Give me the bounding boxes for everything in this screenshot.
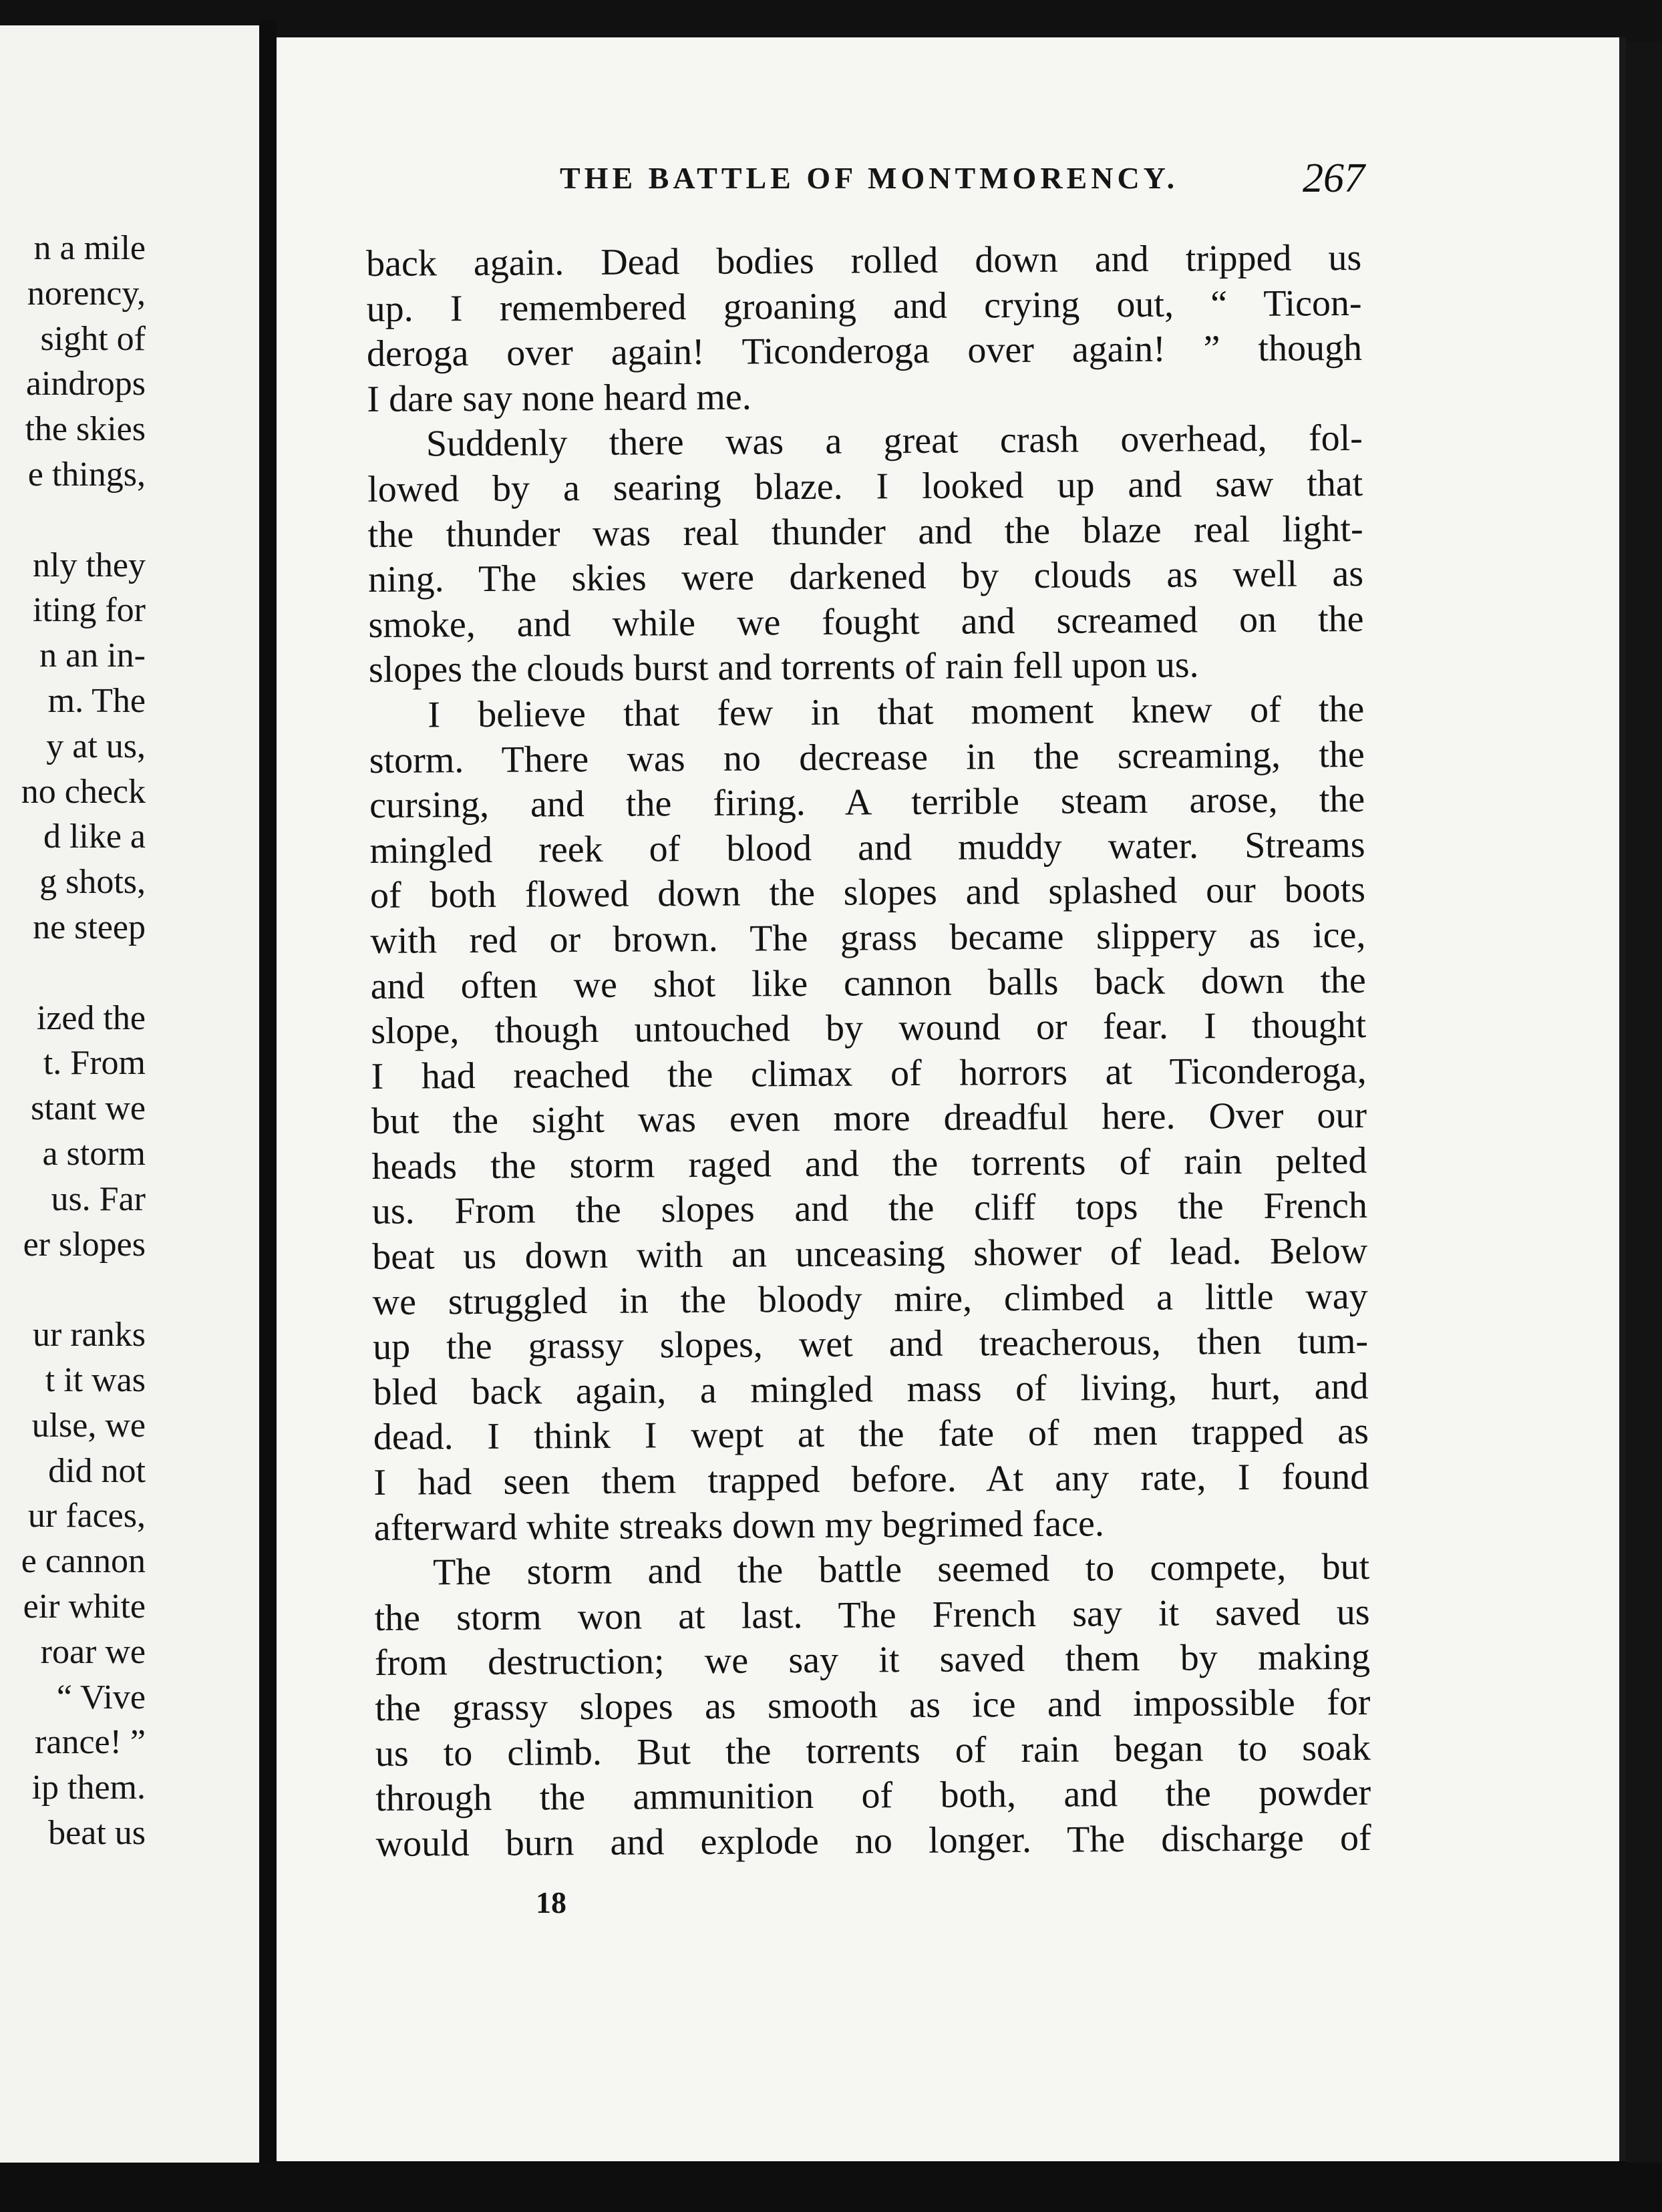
signature-mark: 18	[536, 1885, 566, 1919]
left-fragment-line: ized the	[36, 998, 146, 1037]
left-fragment-line	[0, 950, 146, 996]
left-fragment-line: t. From	[43, 1044, 146, 1083]
left-fragment-line: “ Vive	[56, 1678, 146, 1716]
left-fragment-line: ur faces,	[27, 1497, 146, 1535]
left-fragment-line: n a mile	[33, 229, 146, 267]
left-fragment-line: no check	[21, 772, 146, 811]
left-fragment-line: d like a	[43, 817, 146, 856]
text-line: but the sight was even more dreadful here. Over our	[371, 1095, 1367, 1143]
text-line: ning. The skies were darkened by clouds as well as	[367, 553, 1364, 601]
text-line: I had reached the climax of horrors at Ticonderoga,	[371, 1049, 1367, 1097]
text-line: us. From the slopes and the cliff tops the French	[371, 1185, 1368, 1233]
text-line: mingled reek of blood and muddy water. Streams	[369, 823, 1365, 872]
left-fragment-line: did not	[48, 1451, 146, 1490]
text-line: the grassy slopes as smooth as ice and impossible for	[375, 1681, 1371, 1729]
text-line: afterward white streaks down my begrimed face.	[373, 1502, 1105, 1549]
text-line: I believe that few in that moment knew of the	[428, 688, 1365, 736]
text-line: slope, though untouched by wound or fear. I thought	[371, 1004, 1367, 1053]
text-line: dead. I think I wept at the fate of men trapped as	[373, 1411, 1369, 1459]
left-fragment-line: norency,	[27, 274, 146, 313]
text-line: we struggled in the bloody mire, climbed a little way	[372, 1275, 1368, 1323]
text-line: slopes the clouds burst and torrents of rain fell upon us.	[368, 644, 1199, 691]
body-text	[366, 236, 1371, 1867]
left-fragment-line: ne steep	[33, 908, 146, 946]
left-fragment-line: iting for	[33, 591, 146, 630]
left-fragment-line: sight of	[40, 319, 146, 358]
text-line: The storm and the battle seemed to compete, but	[432, 1546, 1370, 1594]
left-fragment-line: ulse, we	[31, 1406, 146, 1445]
text-line: deroga over again! Ticonderoga over again! ” though	[366, 327, 1363, 375]
left-fragment-line: the skies	[25, 410, 146, 449]
left-fragment-line: a storm	[42, 1134, 146, 1173]
scan-right-border	[1626, 41, 1662, 2212]
text-line: beat us down with an unceasing shower of lead. Below	[372, 1230, 1368, 1278]
left-fragment-line: ur ranks	[33, 1316, 146, 1354]
left-fragment-line: er slopes	[23, 1225, 146, 1264]
left-fragment-line	[0, 1267, 146, 1312]
text-line: us to climb. But the torrents of rain began to soak	[375, 1726, 1371, 1775]
text-line: of both flowed down the slopes and splashed our boots	[369, 869, 1366, 917]
left-fragment-line: eir white	[23, 1587, 146, 1626]
text-line: smoke, and while we fought and screamed on the	[368, 598, 1364, 646]
left-fragment-line: e things,	[27, 455, 146, 494]
book-gutter	[259, 20, 277, 2184]
left-fragment-line: n an in-	[39, 636, 146, 675]
text-line: the thunder was real thunder and the blaze real light-	[367, 508, 1363, 556]
left-page-fragment-column	[0, 226, 146, 1856]
left-fragment-line: nly they	[33, 546, 146, 584]
page-number: 267	[1303, 156, 1365, 201]
running-head: THE BATTLE OF MONTMORENCY.	[560, 161, 1179, 195]
text-line: I had seen them trapped before. At any rate, I found	[373, 1455, 1369, 1503]
text-line: up the grassy slopes, wet and treacherous, then tum-	[372, 1320, 1369, 1368]
text-line: storm. There was no decrease in the screaming, the	[369, 733, 1365, 781]
left-fragment-line: beat us	[48, 1813, 146, 1852]
text-line: lowed by a searing blaze. I looked up and saw that	[367, 462, 1363, 510]
left-fragment-line	[0, 498, 146, 543]
text-line: would burn and explode no longer. The discharge of	[375, 1817, 1371, 1865]
text-line: from destruction; we say it saved them by making	[374, 1636, 1371, 1684]
text-line: through the ammunition of both, and the powder	[375, 1772, 1371, 1820]
text-line: the storm won at last. The French say it saved us	[374, 1591, 1370, 1639]
text-line: heads the storm raged and the torrents of rain pelted	[371, 1139, 1367, 1187]
left-fragment-line: ip them.	[31, 1769, 146, 1807]
text-line: bled back again, a mingled mass of living, hurt, and	[373, 1365, 1369, 1413]
scan-bottom-border	[0, 2163, 1662, 2212]
text-line: Suddenly there was a great crash overhead, fol-	[426, 417, 1363, 465]
text-line: back again. Dead bodies rolled down and tripped us	[366, 236, 1362, 285]
left-fragment-line: e cannon	[21, 1542, 146, 1581]
left-fragment-line: us. Far	[51, 1179, 146, 1218]
left-fragment-line: aindrops	[25, 365, 146, 403]
text-line: cursing, and the firing. A terrible steam arose, the	[369, 779, 1365, 827]
left-fragment-line: m. The	[47, 681, 146, 720]
text-line: with red or brown. The grass became slippery as ice,	[370, 914, 1366, 962]
left-fragment-line: y at us,	[46, 727, 146, 765]
text-line: and often we shot like cannon balls back down the	[370, 959, 1366, 1007]
text-line: I dare say none heard me.	[367, 376, 752, 420]
left-fragment-line: stant we	[31, 1089, 146, 1128]
left-fragment-line: g shots,	[39, 863, 146, 902]
left-fragment-line: t it was	[45, 1360, 146, 1399]
text-line: up. I remembered groaning and crying out, “ Ticon-	[366, 282, 1362, 330]
left-fragment-line: rance! ”	[35, 1723, 146, 1762]
left-fragment-line: roar we	[40, 1632, 146, 1671]
